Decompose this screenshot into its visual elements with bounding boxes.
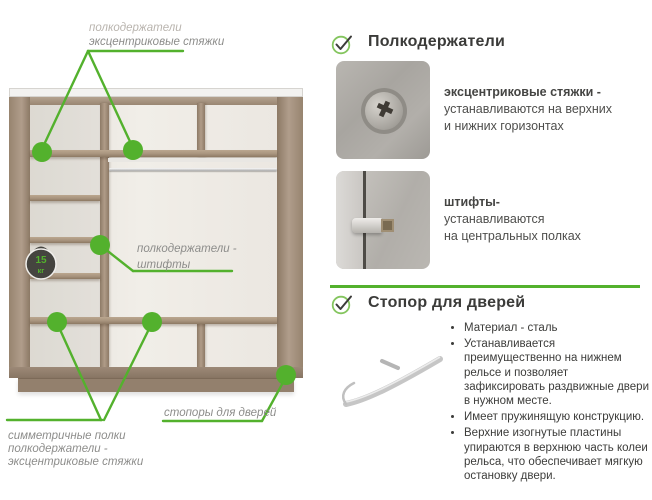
wardrobe-top-board	[9, 97, 303, 105]
wardrobe-bottom-board	[9, 367, 303, 378]
label-bl-line3: эксцентриковые стяжки	[8, 455, 144, 468]
pins-line2: на центральных полках	[444, 229, 581, 243]
eccentric-cam-photo	[336, 61, 430, 159]
wardrobe-hanging-rod	[109, 168, 277, 171]
wardrobe-divider-left	[100, 103, 109, 367]
label-top-line2: эксцентриковые стяжки	[89, 36, 225, 48]
eccentric-description	[444, 84, 612, 135]
pins-term: штифты-	[444, 195, 500, 209]
wardrobe-right-wall	[277, 97, 303, 378]
bullet-item: • Имеет пружинящую конструкцию.	[464, 410, 650, 424]
label-bl-line1: симметричные полки	[8, 430, 126, 442]
label-mid-pins	[137, 241, 237, 273]
eccentric-line1: устанавливаются на верхних	[444, 102, 612, 116]
wardrobe-divider-right-top	[197, 103, 205, 157]
checkmark-icon	[331, 33, 353, 55]
bullet-item: • Материал - сталь	[464, 321, 650, 335]
wardrobe-shelf-top	[30, 150, 277, 157]
section-divider	[330, 285, 640, 288]
pin-cylinder	[352, 218, 382, 233]
weight-unit: кг	[37, 266, 45, 275]
wardrobe-top-rail	[9, 88, 303, 97]
checkmark-icon	[331, 293, 353, 315]
weight-value: 15	[35, 255, 47, 266]
label-mid-line1: полкодержатели -	[137, 243, 237, 255]
door-stopper-bullet-list	[452, 321, 650, 485]
wardrobe-diagram	[9, 88, 303, 392]
bullet-item: • Устанавливается преимущественно на нижнем рельсе и позволяет зафиксировать раздвижные двери в нужном месте.	[464, 337, 650, 408]
label-bl-line2: полкодержатели -	[8, 442, 108, 455]
label-bottom-left	[8, 430, 143, 468]
bullet-item: • Верхние изогнутые пластины упираются в верхнюю часть колеи рельса, что обеспечивает мягкую остановку двери.	[464, 426, 650, 483]
wardrobe-plinth	[18, 378, 294, 392]
wardrobe-shelf-bottom	[30, 317, 277, 324]
weight-limit-icon	[24, 241, 58, 281]
wardrobe-shelf-left-1	[30, 195, 100, 201]
wardrobe-divider-right-bottom	[197, 322, 205, 367]
pin-socket-hole	[383, 221, 392, 230]
eccentric-term: эксцентриковые стяжки -	[444, 85, 601, 99]
wardrobe-rod-rail	[108, 158, 277, 162]
pin-socket	[381, 219, 394, 232]
section-title-shelf-holders: Полкодержатели	[368, 33, 505, 50]
label-top-line1: полкодержатели	[89, 22, 182, 34]
section-title-door-stopper: Стопор для дверей	[368, 294, 526, 311]
pin-photo	[336, 171, 430, 269]
pins-description	[444, 194, 581, 245]
label-door-stoppers: стопоры для дверей	[164, 407, 277, 419]
wardrobe-left-wall	[9, 97, 30, 378]
label-mid-line2: штифты	[137, 259, 191, 271]
door-stopper-image	[336, 328, 448, 414]
label-top-eccentric	[89, 21, 224, 49]
wardrobe-left-column-back	[30, 103, 100, 367]
pins-line1: устанавливаются	[444, 212, 545, 226]
eccentric-line2: и нижних горизонтах	[444, 119, 564, 133]
